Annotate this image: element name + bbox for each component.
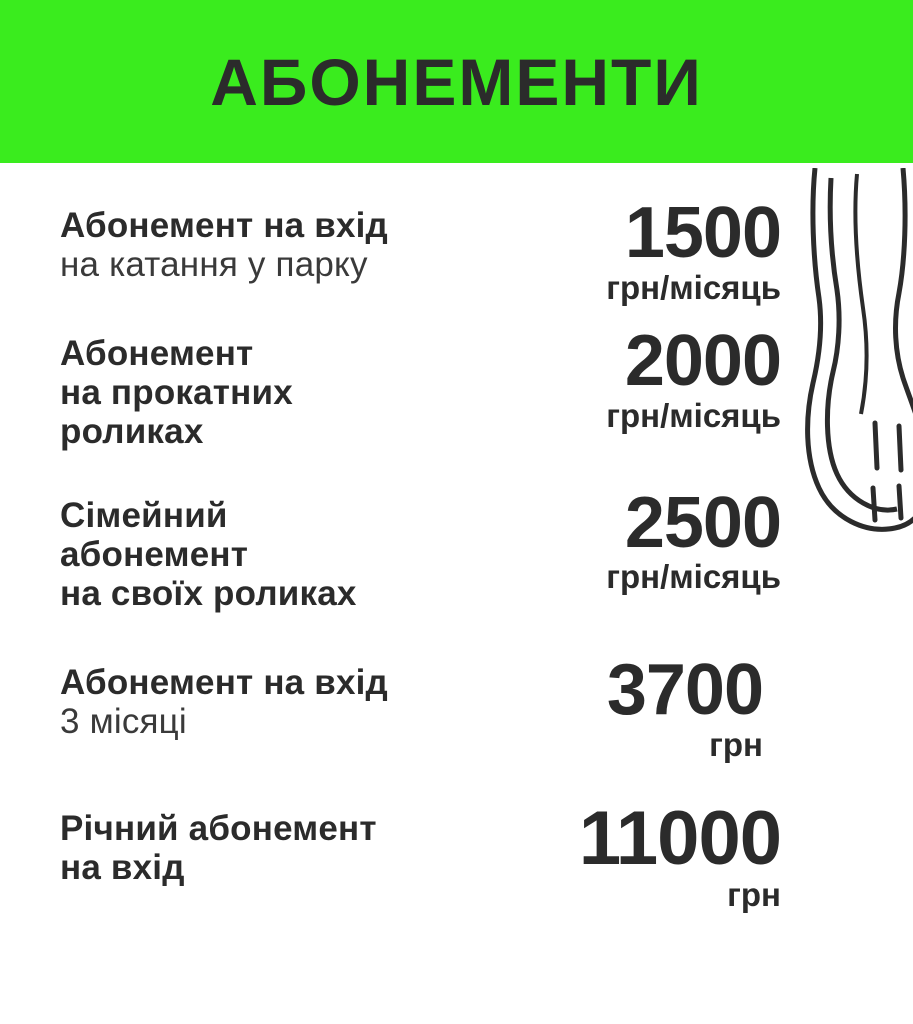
price-unit: грн/місяць	[606, 558, 781, 596]
price-label-line: на прокатних	[60, 373, 293, 413]
price-row	[0, 482, 913, 614]
price-unit: грн/місяць	[606, 396, 781, 434]
price-label-line: Річний абонемент	[60, 809, 377, 849]
price-label-line: 3 місяці	[60, 702, 187, 742]
price-label-line: на вхід	[60, 848, 185, 888]
price-label-line: роликах	[60, 412, 204, 452]
price-label-line: Сімейний	[60, 495, 228, 535]
price-row-amount	[511, 320, 873, 434]
price-row	[0, 193, 913, 306]
price-row-label	[60, 490, 357, 614]
price-row-amount	[511, 796, 873, 913]
price-unit: грн/місяць	[606, 268, 781, 306]
header-banner	[0, 0, 913, 163]
price-label-line: Абонемент	[60, 333, 254, 373]
price-row-label	[60, 328, 293, 452]
price-row-label	[60, 200, 388, 284]
price-label-line: на своїх роликах	[60, 573, 357, 613]
price-label-line: на катання у парку	[60, 245, 368, 285]
price-amount: 1500	[624, 193, 781, 273]
price-row-amount	[493, 650, 873, 763]
price-unit: грн	[709, 725, 763, 763]
price-label-line: Абонемент на вхід	[60, 663, 388, 703]
price-row-label	[60, 803, 377, 887]
price-row	[0, 320, 913, 452]
price-unit: грн	[727, 875, 781, 913]
price-list	[0, 180, 913, 913]
price-row-amount	[511, 482, 873, 596]
price-row	[0, 650, 913, 763]
price-label-line: Абонемент на вхід	[60, 206, 388, 245]
price-row-amount	[511, 193, 873, 306]
price-amount: 11000	[578, 796, 781, 882]
price-amount: 2500	[624, 482, 781, 563]
price-amount: 3700	[606, 650, 763, 731]
price-amount: 2000	[624, 320, 781, 401]
price-label-line: абонемент	[60, 534, 249, 574]
page-title: АБОНЕМЕНТИ	[210, 44, 703, 119]
price-row	[0, 796, 913, 913]
price-row-label	[60, 657, 388, 741]
